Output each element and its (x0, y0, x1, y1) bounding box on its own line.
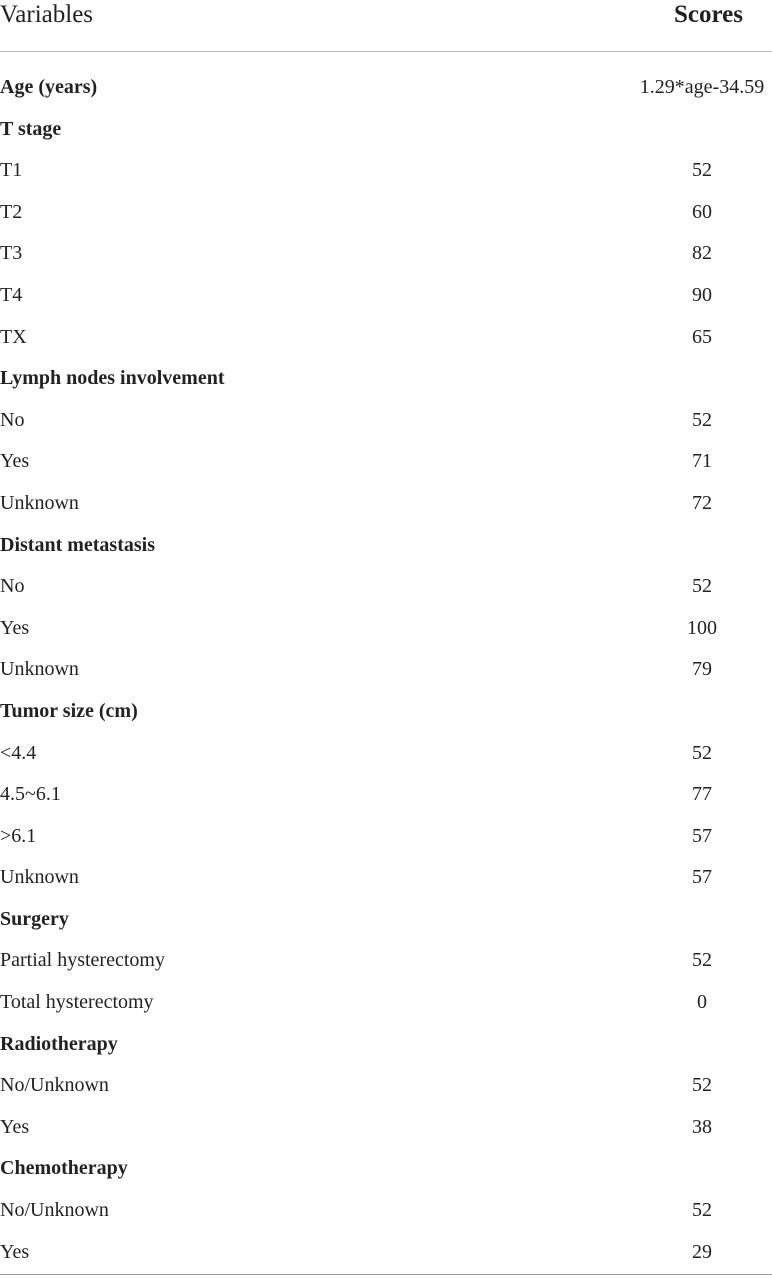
table-header (0, 0, 772, 52)
score-value: 65 (692, 325, 712, 348)
score-value: 57 (692, 866, 712, 889)
variable-label: Yes (0, 1240, 30, 1263)
section-label: T stage (0, 117, 62, 140)
score-value: 29 (692, 1240, 712, 1263)
section-label: Surgery (0, 907, 69, 930)
variable-label: Partial hysterectomy (0, 949, 165, 972)
score-value: 72 (692, 491, 712, 514)
variable-label: T4 (0, 283, 23, 306)
table-row (0, 733, 772, 775)
variable-label: No (0, 575, 25, 598)
table-row (0, 317, 772, 359)
score-value: 77 (692, 783, 712, 806)
score-value: 52 (692, 408, 712, 431)
variable-label: TX (0, 325, 27, 348)
score-value: 0 (697, 991, 707, 1014)
section-row (0, 358, 772, 400)
score-value: 1.29*age-34.59 (639, 76, 765, 98)
section-label: Tumor size (cm) (0, 699, 138, 722)
table-row (0, 940, 772, 982)
scores-header: Scores (674, 1, 743, 28)
variable-label: 4.5~6.1 (0, 783, 61, 806)
score-value: 71 (692, 450, 712, 473)
section-row (0, 525, 772, 567)
table-row (0, 483, 772, 525)
section-label: Distant metastasis (0, 533, 155, 556)
variable-label: T1 (0, 159, 23, 182)
table-row (0, 275, 772, 317)
section-row (0, 67, 772, 109)
table-row (0, 857, 772, 899)
table-row (0, 816, 772, 858)
section-label: Radiotherapy (0, 1032, 118, 1055)
table-row (0, 608, 772, 650)
variable-label: >6.1 (0, 824, 37, 847)
table-row (0, 192, 772, 234)
table-row (0, 1190, 772, 1232)
table-row (0, 400, 772, 442)
score-value: 52 (692, 1074, 712, 1097)
variable-label: No/Unknown (0, 1199, 109, 1222)
section-row (0, 109, 772, 151)
variable-label: Yes (0, 450, 30, 473)
score-value: 52 (692, 159, 712, 182)
table-row (0, 566, 772, 608)
table-body (0, 52, 772, 1273)
variable-label: No/Unknown (0, 1074, 109, 1097)
bottom-rule (0, 1274, 772, 1275)
table-row (0, 1107, 772, 1149)
score-value: 100 (687, 616, 717, 639)
score-value: 52 (692, 741, 712, 764)
score-value: 52 (692, 1199, 712, 1222)
score-value: 52 (692, 575, 712, 598)
table-row (0, 649, 772, 691)
variable-label: Yes (0, 616, 30, 639)
score-value: 52 (692, 949, 712, 972)
table-row (0, 1065, 772, 1107)
section-row (0, 691, 772, 733)
section-label: Age (years) (0, 76, 98, 98)
variable-label: Unknown (0, 866, 79, 889)
section-row (0, 899, 772, 941)
score-value: 60 (692, 200, 712, 223)
score-value: 82 (692, 242, 712, 265)
score-value: 57 (692, 824, 712, 847)
variable-label: Yes (0, 1115, 30, 1138)
score-value: 38 (692, 1115, 712, 1138)
variable-label: T2 (0, 200, 23, 223)
table-row (0, 150, 772, 192)
section-row (0, 1148, 772, 1190)
variables-header: Variables (0, 1, 94, 28)
table-row (0, 1232, 772, 1274)
score-value: 79 (692, 658, 712, 681)
variable-label: Unknown (0, 658, 79, 681)
table-row (0, 774, 772, 816)
section-label: Lymph nodes involvement (0, 367, 225, 390)
section-row (0, 1024, 772, 1066)
table-row (0, 441, 772, 483)
variable-label: Total hysterectomy (0, 991, 154, 1014)
score-value: 90 (692, 283, 712, 306)
variable-label: Unknown (0, 491, 79, 514)
table-row (0, 233, 772, 275)
table-row (0, 982, 772, 1024)
variable-label: T3 (0, 242, 23, 265)
variable-label: No (0, 408, 25, 431)
section-label: Chemotherapy (0, 1157, 128, 1180)
variable-label: <4.4 (0, 741, 37, 764)
